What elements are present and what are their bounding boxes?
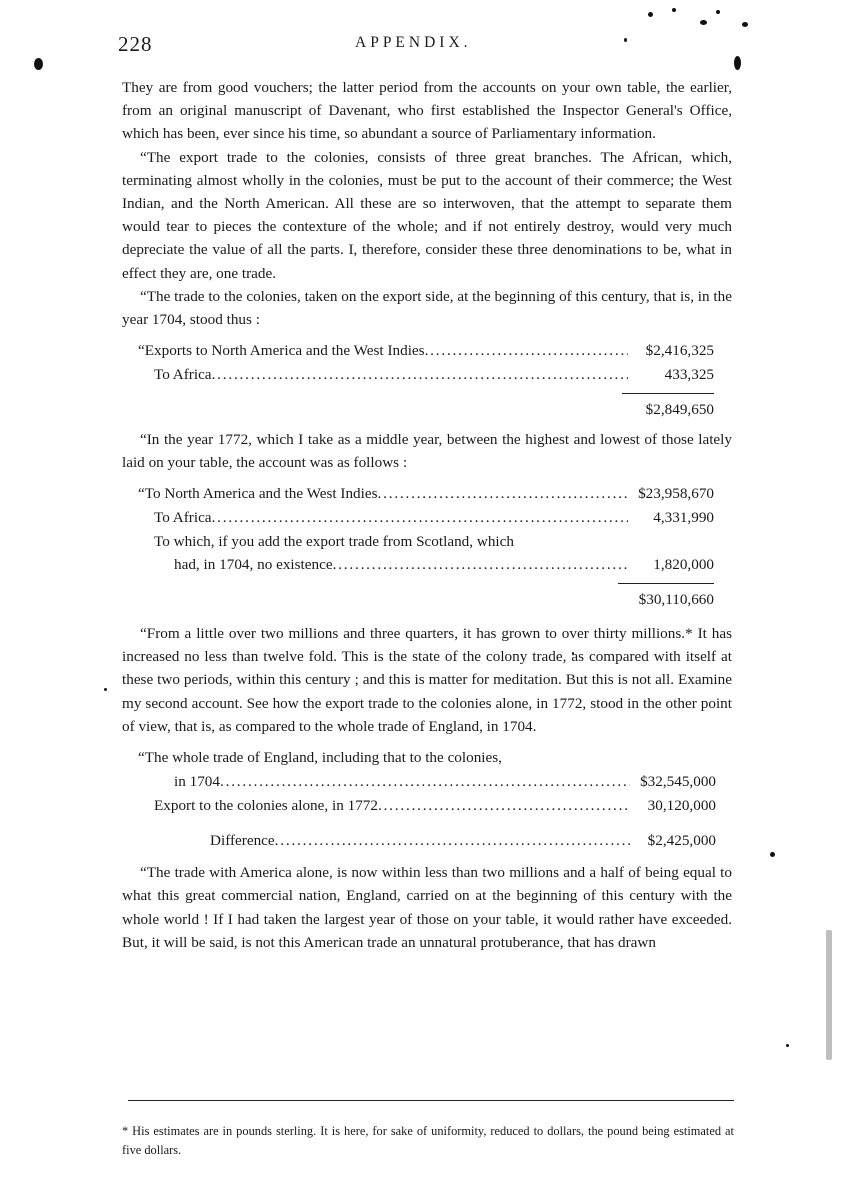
scan-speck: [104, 688, 107, 691]
account-total: $30,110,660: [618, 583, 714, 612]
footnote-rule: [128, 1100, 734, 1101]
paragraph: “In the year 1772, which I take as a middle year, between the highest and lowest of those lately laid on your table, the account was as follows :: [122, 430, 732, 471]
account-label: Difference: [210, 832, 275, 850]
account-amount: $2,416,325: [645, 342, 714, 360]
account-amount: 4,331,990: [653, 508, 714, 526]
scan-speck: [716, 10, 720, 14]
account-label: “To North America and the West Indies: [138, 485, 378, 503]
scan-speck: [34, 58, 43, 70]
page-number: 228: [118, 32, 153, 56]
paragraph: They are from good vouchers; the latter period from the accounts on your own table, the earlier, from an original manuscript of Davenant, who first established the Inspector General's Office, which has been, ever since his time, so abundant a source of Parliamentary information.: [122, 79, 732, 143]
account-1704: [138, 339, 714, 421]
page-body: [122, 76, 732, 954]
account-amount: 30,120,000: [647, 796, 716, 814]
paragraph: “The trade to the colonies, taken on the export side, at the beginning of this century, that is, in the year 1704, stood thus :: [122, 287, 732, 329]
leader-dots: [275, 829, 630, 853]
scan-speck: [672, 8, 676, 12]
account-amount: $23,958,670: [638, 485, 714, 503]
account-label: in 1704: [174, 772, 220, 790]
account-label: Export to the colonies alone, in 1772: [154, 796, 378, 814]
account-row: [138, 829, 716, 853]
account-total-row: [138, 393, 714, 422]
account-amount: $2,425,000: [647, 832, 716, 850]
account-label: had, in 1704, no existence: [174, 556, 333, 574]
account-amount: $32,545,000: [640, 772, 716, 790]
account-label: To Africa: [154, 366, 212, 384]
account-row: [138, 363, 714, 387]
account-row: [138, 553, 714, 577]
account-row: [138, 794, 716, 818]
paragraph: “From a little over two millions and three quarters, it has grown to over thirty millions.* It has increased no less than twelve fold. This is the state of the colony trade, as compared with itself at these two periods, within this century ; and this is matter for meditation. But this is not all. Examine my second account. See how the export trade to the colonies alone, in 1772, stood in the other point of view, that is, as compared to the whole trade of England, in 1704.: [122, 625, 732, 735]
account-1772: [138, 482, 714, 612]
scan-speck: [770, 852, 775, 857]
scan-speck: [700, 20, 707, 25]
scan-speck: [742, 22, 748, 27]
account-total: $2,849,650: [622, 393, 714, 422]
footnote: * His estimates are in pounds sterling. It is here, for sake of uniformity, reduced to dollars, the pound being estimated at five dollars.: [122, 1124, 734, 1157]
account-label: To Africa: [154, 508, 212, 526]
leader-dots: [425, 339, 628, 363]
scan-speck: [826, 930, 832, 1060]
account-label-line: To which, if you add the export trade from Scotland, which: [154, 532, 514, 550]
scan-speck: [624, 38, 627, 42]
leader-dots: [333, 553, 628, 577]
account-amount: 1,820,000: [653, 556, 714, 574]
paragraph: “The export trade to the colonies, consists of three great branches. The African, which, terminating almost wholly in the colonies, must be put to the account of their commerce; the West Indian, and the North American. All these are so interwoven, that the attempt to separate them would tear to pieces the contexture of the whole; and if not entirely destroy, would very much depreciate the value of all the parts. I, therefore, consider these three denominations to be, what in effect they are, one trade.: [122, 148, 732, 282]
account-row: [138, 482, 714, 506]
leader-dots: [378, 482, 628, 506]
account-row: [138, 339, 714, 363]
leader-dots: [212, 363, 628, 387]
account-row: [138, 506, 714, 530]
account-amount: 433,325: [664, 366, 714, 384]
account-row: [138, 770, 716, 794]
account-compare: [138, 746, 716, 853]
account-total-row: [138, 583, 714, 612]
account-label-line: “The whole trade of England, including that to the colonies,: [138, 749, 502, 767]
scan-speck: [734, 56, 741, 70]
scan-speck: [648, 12, 653, 17]
account-label: “Exports to North America and the West Indies: [138, 342, 425, 360]
leader-dots: [220, 770, 630, 794]
running-head: APPENDIX.: [355, 34, 472, 51]
paragraph: “The trade with America alone, is now within less than two millions and a half of being equal to what this great commercial nation, England, carried on at the beginning of this century with the whole world ! If I had taken the largest year of those on your table, it would rather have exceeded. But, it will be said, is not this American trade an unnatural protuberance, that has drawn: [122, 864, 732, 951]
leader-dots: [378, 794, 630, 818]
scan-speck: [786, 1044, 789, 1047]
leader-dots: [212, 506, 628, 530]
